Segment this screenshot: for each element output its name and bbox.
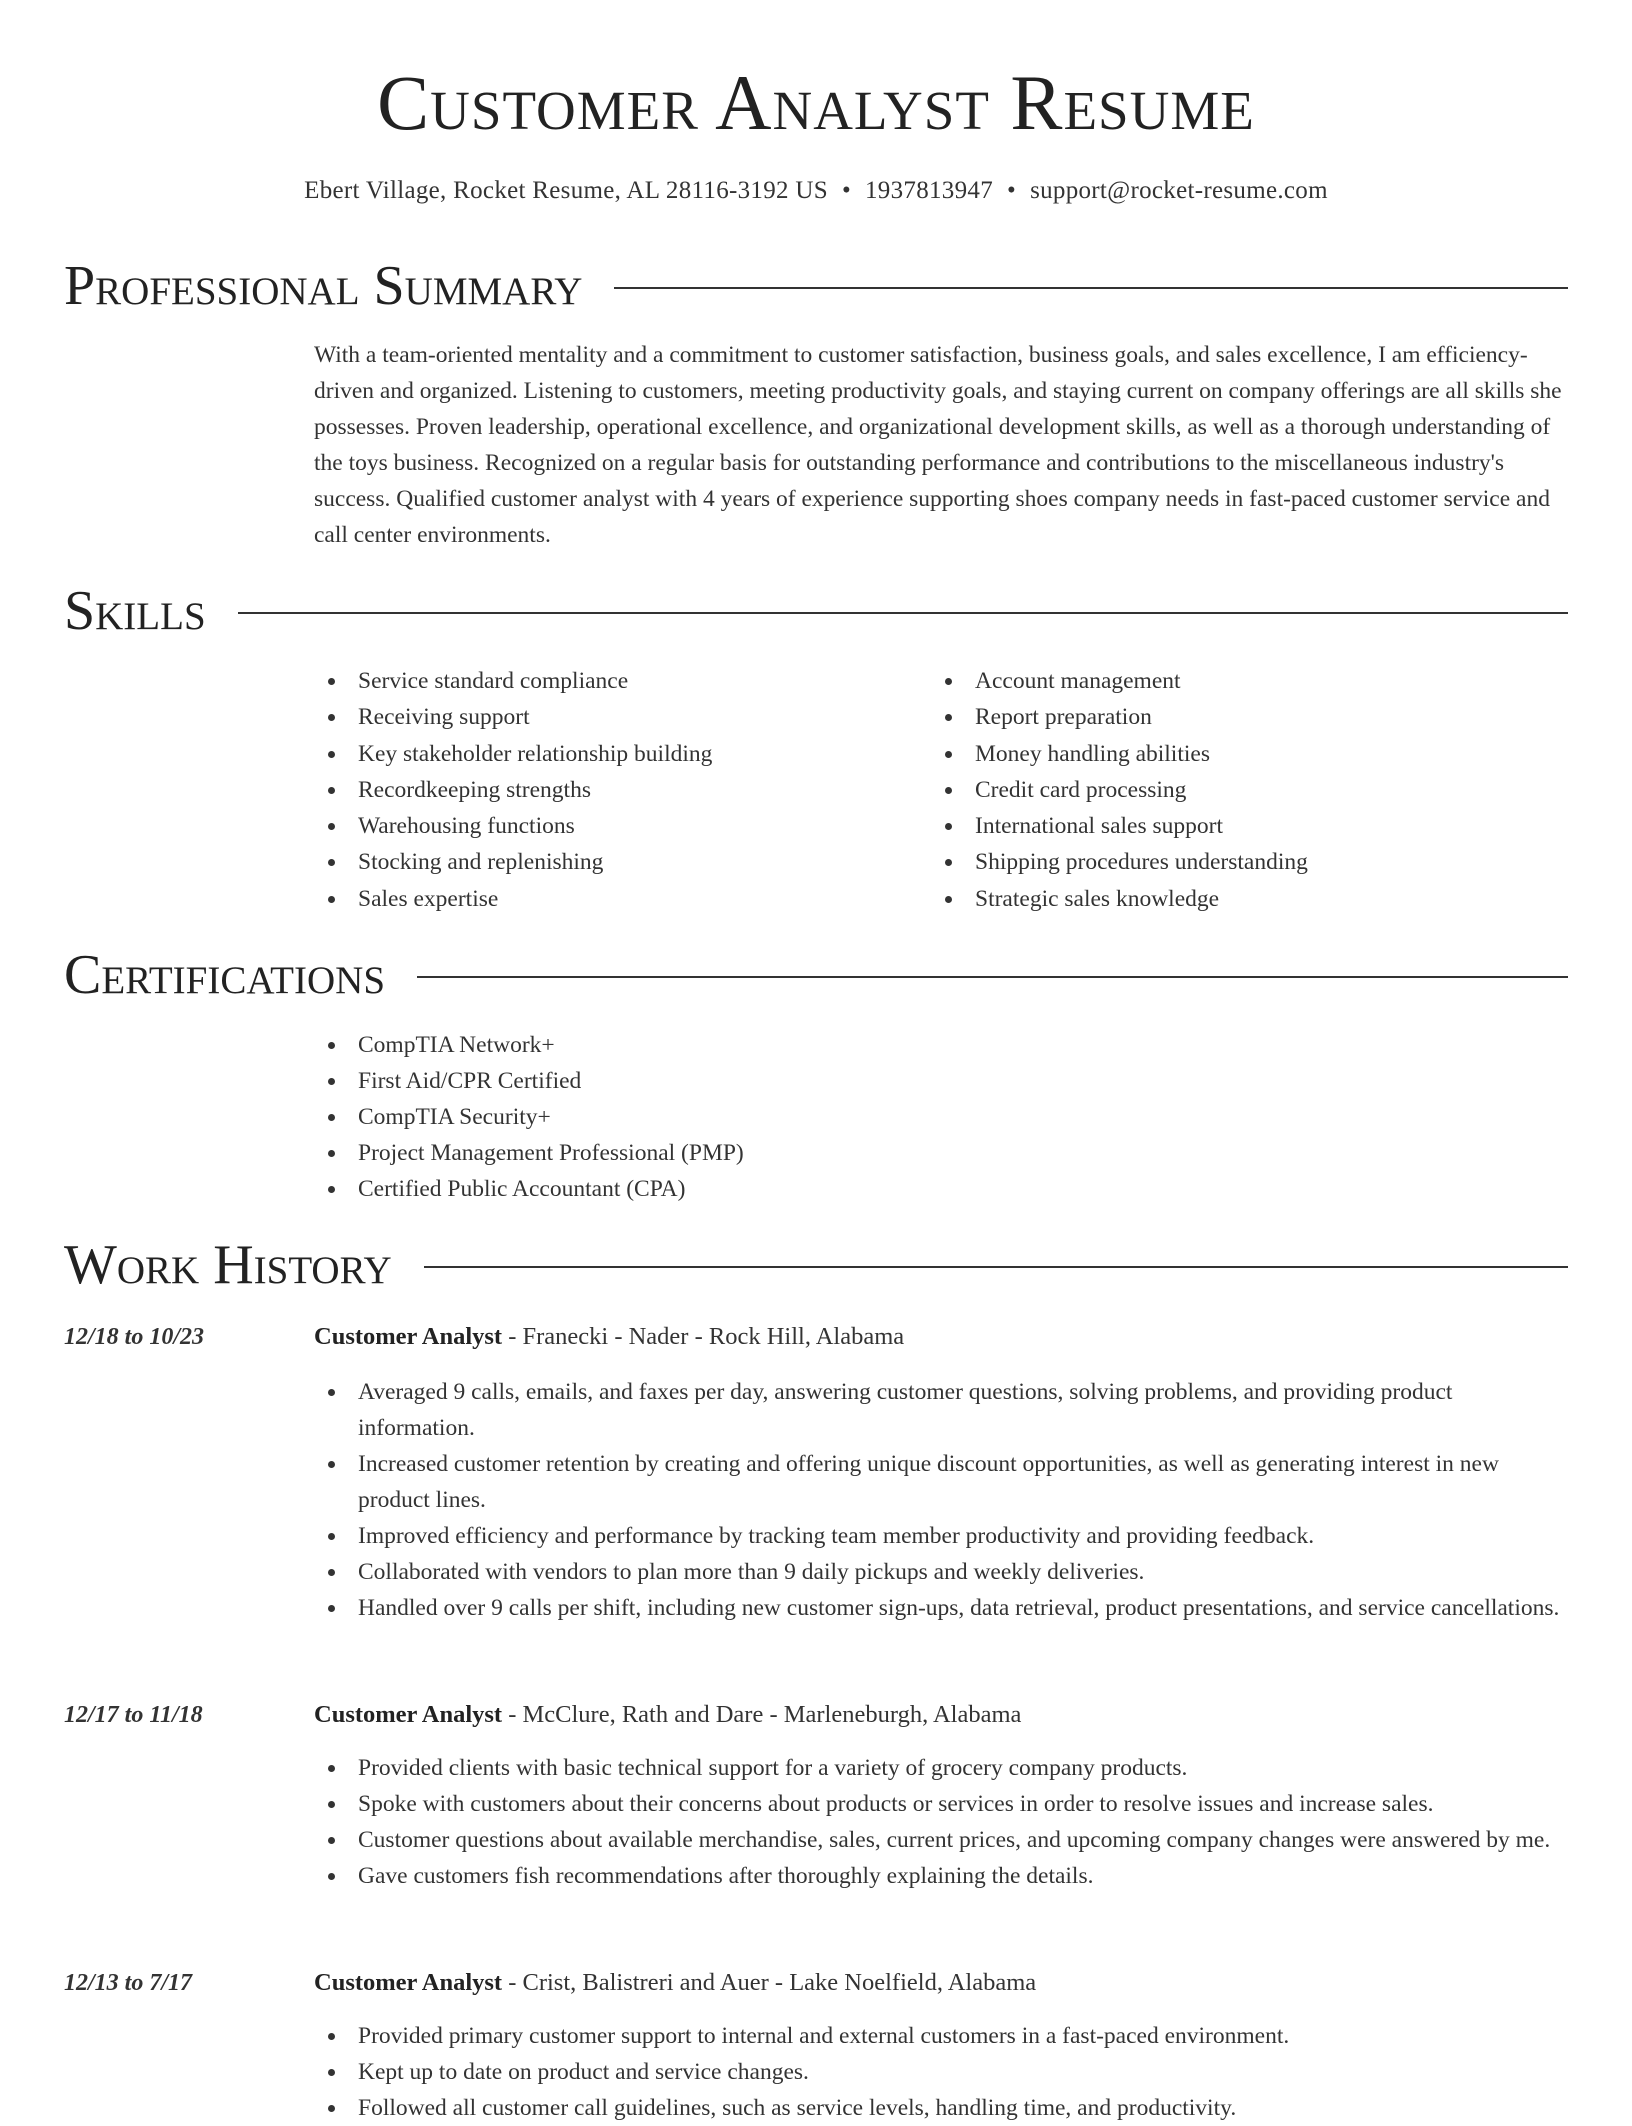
job-bullet: Averaged 9 calls, emails, and faxes per day, answering customer questions, solving problems, and providing product information. [314, 1374, 1568, 1446]
resume-title: Customer Analyst Resume [377, 59, 1255, 146]
job-bullet: Improved efficiency and performance by tracking team member productivity and providing feedback. [314, 1518, 1568, 1554]
section-divider [614, 287, 1568, 289]
summary-section-header [64, 254, 1568, 318]
skill-item: Report preparation [931, 699, 1531, 735]
job-bullet: Followed all customer call guidelines, such as service levels, handling time, and productivity. [314, 2090, 1568, 2126]
job-heading [314, 1966, 1036, 2000]
job-dates: 12/17 to 11/18 [64, 1702, 203, 1728]
certification-item: Project Management Professional (PMP) [314, 1135, 1214, 1171]
job-title: Customer Analyst [314, 1701, 503, 1728]
certifications-list [314, 1027, 1214, 1207]
job-employer: - Crist, Balistreri and Auer - Lake Noelfield, Alabama [502, 1969, 1037, 1996]
contact-separator: • [1007, 177, 1017, 204]
job-bullet: Handled over 9 calls per shift, including new customer sign-ups, data retrieval, product presentations, and service cancellations. [314, 1590, 1568, 1626]
job-bullet: Collaborated with vendors to plan more than 9 daily pickups and weekly deliveries. [314, 1554, 1568, 1590]
skill-item: Sales expertise [314, 881, 914, 917]
work-section-header [64, 1233, 1568, 1297]
skills-list-left [314, 663, 914, 917]
certification-item: First Aid/CPR Certified [314, 1063, 1214, 1099]
skill-item: Receiving support [314, 699, 914, 735]
skills-list-right [931, 663, 1531, 917]
job-bullets [314, 1374, 1568, 1626]
skill-item: International sales support [931, 808, 1531, 844]
job-bullet: Kept up to date on product and service changes. [314, 2054, 1568, 2090]
skills-section-header [64, 579, 1568, 643]
certifications-section-header [64, 943, 1568, 1007]
certification-item: Certified Public Accountant (CPA) [314, 1171, 1214, 1207]
work-heading: Work History [64, 1234, 392, 1296]
skill-item: Warehousing functions [314, 808, 914, 844]
job-heading [314, 1698, 1021, 1732]
job-bullet: Spoke with customers about their concerns about products or services in order to resolve issues and increase sales. [314, 1786, 1568, 1822]
job-bullet: Increased customer retention by creating and offering unique discount opportunities, as well as generating interest in new product lines. [314, 1446, 1568, 1518]
job-employer: - Franecki - Nader - Rock Hill, Alabama [502, 1323, 905, 1350]
skill-item: Account management [931, 663, 1531, 699]
contact-address: Ebert Village, Rocket Resume, AL 28116-3192 US [304, 177, 828, 204]
section-divider [417, 976, 1568, 978]
skill-item: Service standard compliance [314, 663, 914, 699]
job-title: Customer Analyst [314, 1323, 503, 1350]
contact-email: support@rocket-resume.com [1030, 177, 1328, 204]
job-bullet: Provided clients with basic technical support for a variety of grocery company products. [314, 1750, 1568, 1786]
job-title: Customer Analyst [314, 1969, 503, 1996]
skill-item: Credit card processing [931, 772, 1531, 808]
certification-item: CompTIA Security+ [314, 1099, 1214, 1135]
skill-item: Key stakeholder relationship building [314, 736, 914, 772]
job-dates: 12/13 to 7/17 [64, 1970, 193, 1996]
contact-separator: • [841, 177, 851, 204]
skill-item: Money handling abilities [931, 736, 1531, 772]
section-divider [238, 612, 1568, 614]
job-bullets [314, 2018, 1568, 2126]
contact-phone: 1937813947 [865, 177, 993, 204]
contact-line [0, 174, 1632, 208]
summary-heading: Professional Summary [64, 255, 583, 317]
skill-item: Stocking and replenishing [314, 844, 914, 880]
job-bullets [314, 1750, 1568, 1894]
section-divider [424, 1266, 1568, 1268]
job-heading [314, 1320, 904, 1354]
skills-heading: Skills [64, 580, 206, 642]
certification-item: CompTIA Network+ [314, 1027, 1214, 1063]
skill-item: Recordkeeping strengths [314, 772, 914, 808]
skill-item: Strategic sales knowledge [931, 881, 1531, 917]
job-bullet: Provided primary customer support to internal and external customers in a fast-paced environment. [314, 2018, 1568, 2054]
skill-item: Shipping procedures understanding [931, 844, 1531, 880]
summary-text: With a team-oriented mentality and a commitment to customer satisfaction, business goals, and sales excellence, I am efficiency-driven and organized. Listening to customers, meeting productivity goals, and staying current on company offerings are all skills she possesses. Proven leadership, operational excellence, and organizational development skills, as well as a thorough understanding of the toys business. Recognized on a regular basis for outstanding performance and contributions to the miscellaneous industry's success. Qualified customer analyst with 4 years of experience supporting shoes company needs in fast-paced customer service and call center environments. [314, 342, 1562, 548]
job-employer: - McClure, Rath and Dare - Marleneburgh, Alabama [502, 1701, 1022, 1728]
job-bullet: Customer questions about available merchandise, sales, current prices, and upcoming company changes were answered by me. [314, 1822, 1568, 1858]
job-dates: 12/18 to 10/23 [64, 1324, 205, 1350]
certifications-heading: Certifications [64, 944, 386, 1006]
job-bullet: Gave customers fish recommendations after thoroughly explaining the details. [314, 1858, 1568, 1894]
